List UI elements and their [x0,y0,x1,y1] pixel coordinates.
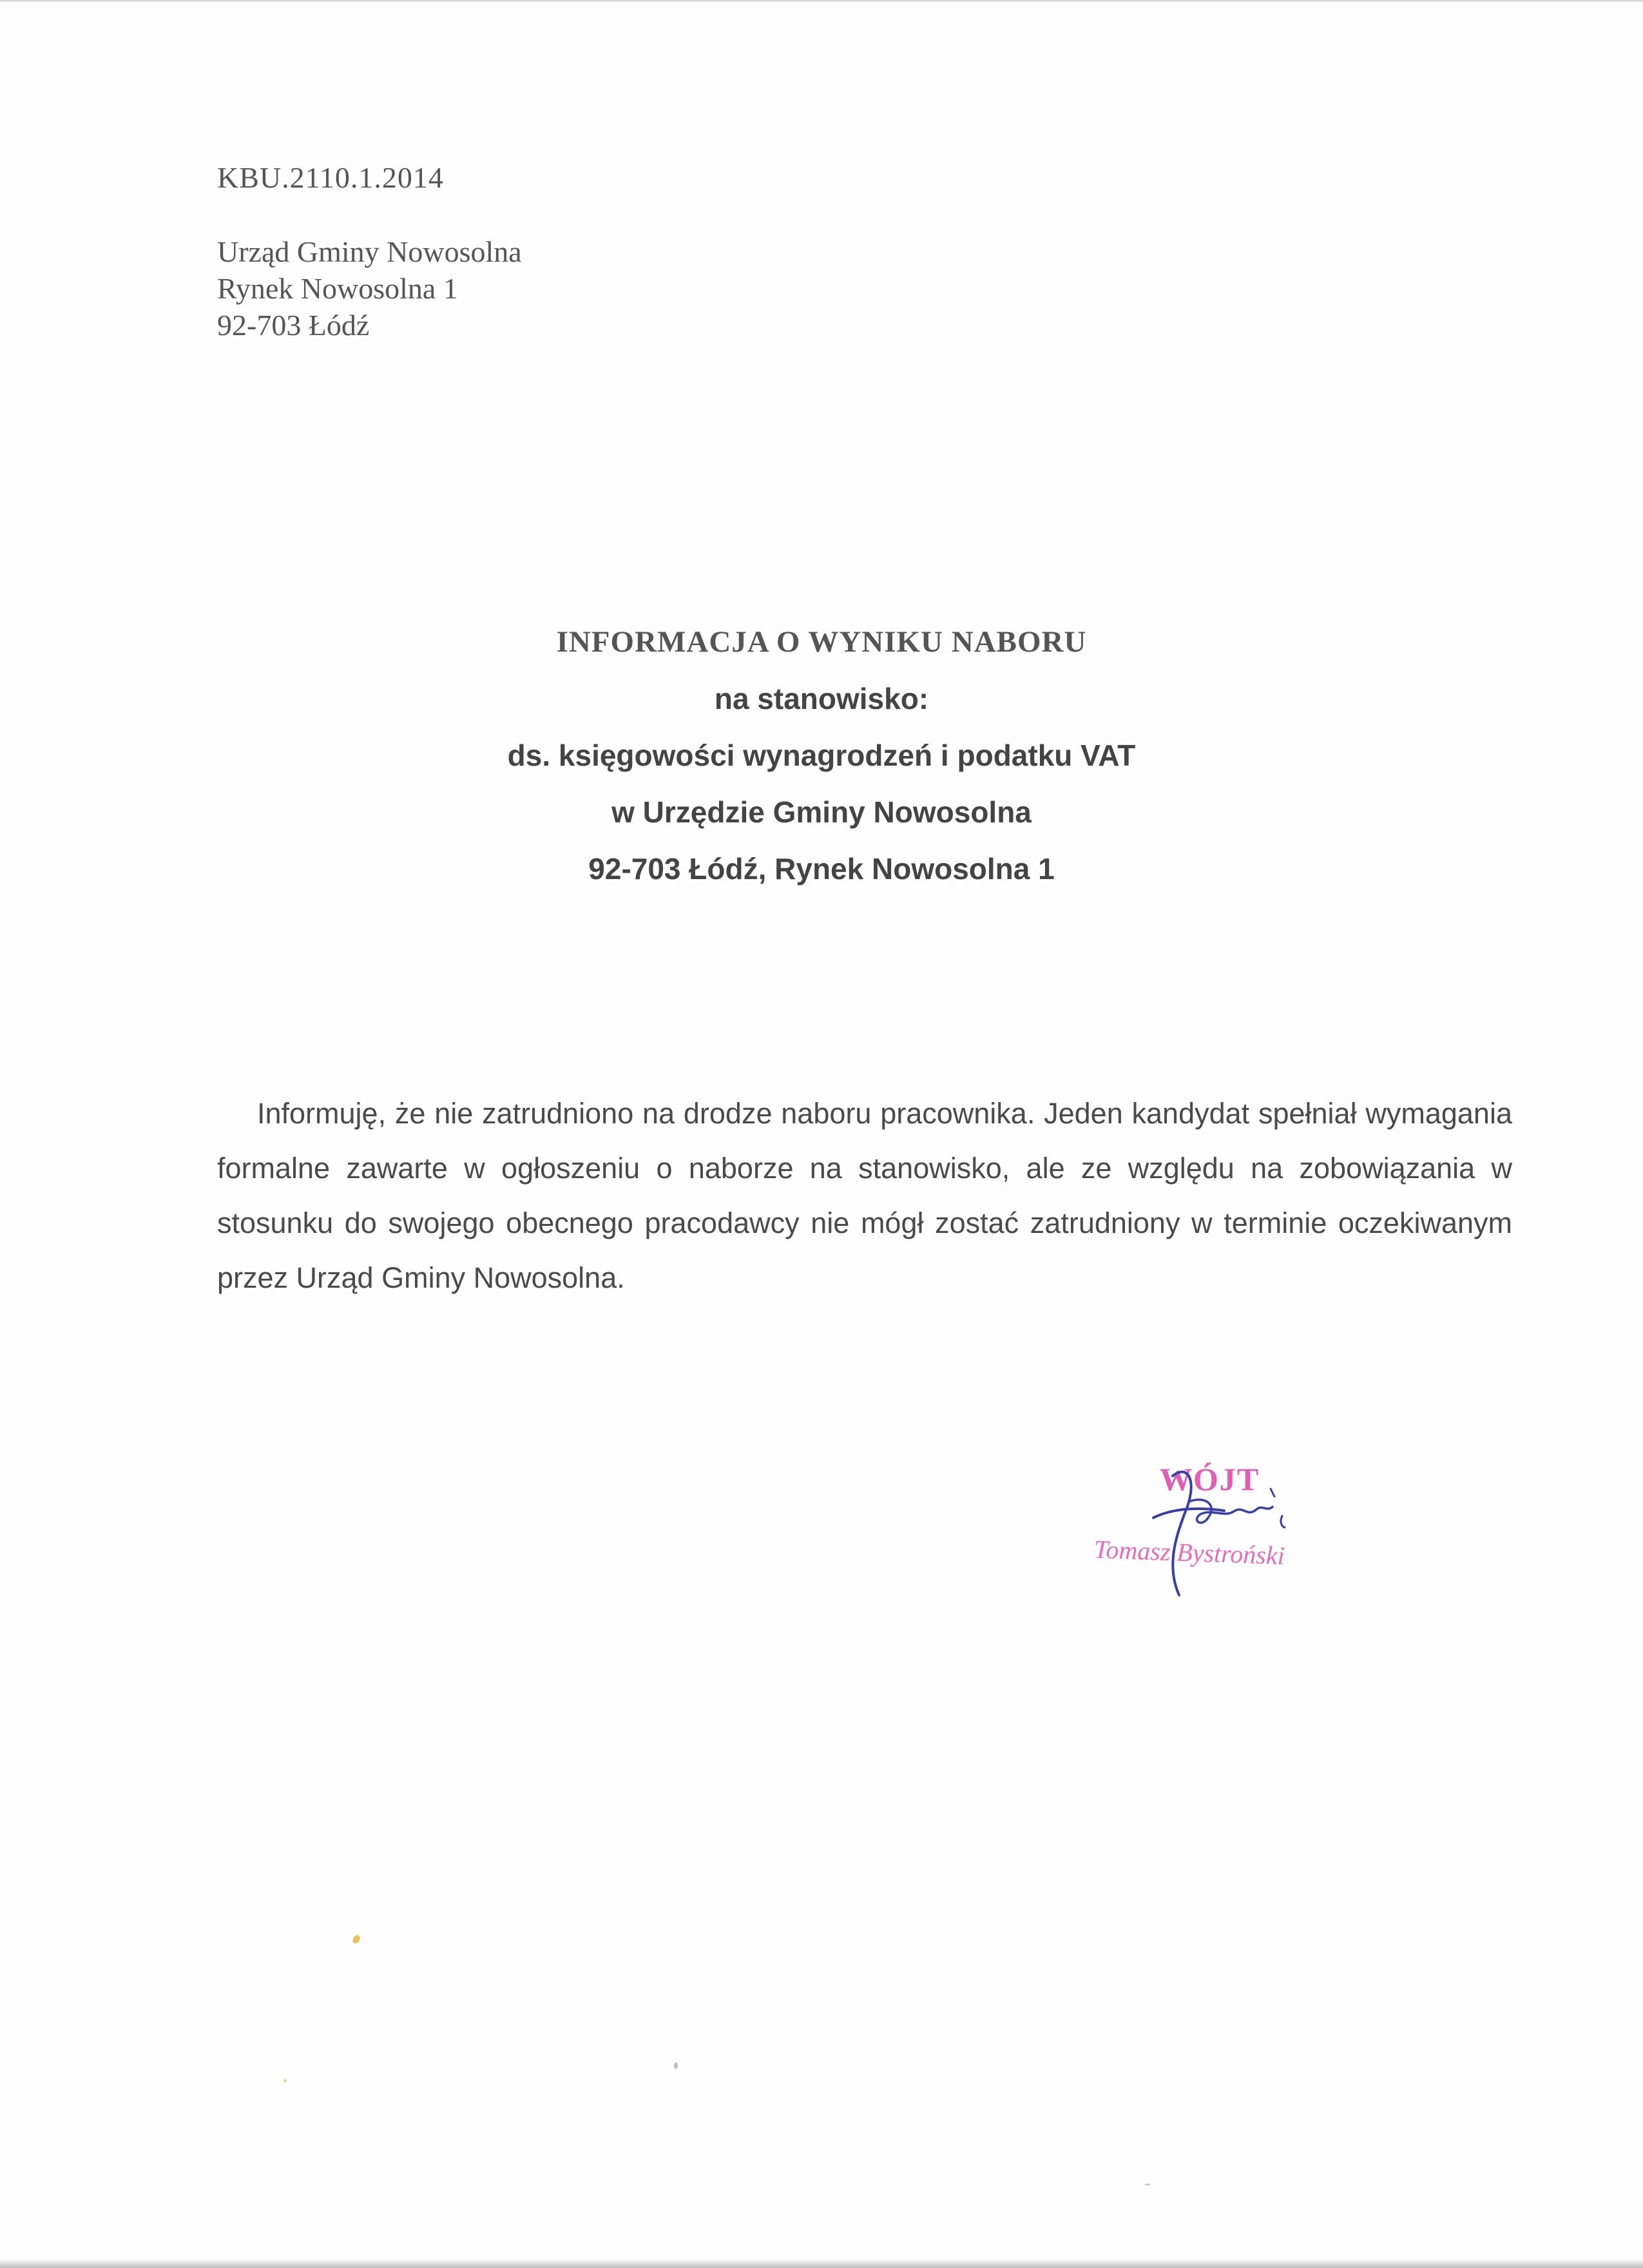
address-line-city: 92-703 Łódź [217,309,370,342]
address-line-office: Urząd Gminy Nowosolna [217,235,522,268]
scan-speck [1144,2184,1151,2186]
sender-address [217,233,522,344]
scan-speck [674,2062,678,2069]
official-stamp [1089,1457,1334,1598]
stamp-title: WÓJT [1160,1461,1260,1497]
scan-speck [351,1934,361,1944]
handwritten-signature [1128,1457,1295,1598]
heading-block [370,614,1273,897]
address-line-street: Rynek Nowosolna 1 [217,272,458,305]
heading-office: w Urzędzie Gminy Nowosolna [611,795,1032,829]
stamp-name: Tomasz Bystroński [1093,1535,1285,1571]
scan-edge-bottom [0,2259,1643,2268]
body-paragraph: Informuję, że nie zatrudniono na drodze naboru pracownika. Jeden kandydat spełniał wymagania formalne zawarte w ogłoszeniu o naborze na stanowisko, ale ze względu na zobowiązania w stosunku do swojego obecnego pracodawcy nie mógł zostać zatrudniony w terminie oczekiwanym przez Urząd Gminy Nowosolna. [217,1097,1512,1294]
heading-office-address: 92-703 Łódź, Rynek Nowosolna 1 [588,852,1055,886]
heading-position-label: na stanowisko: [714,682,929,715]
scan-edge-top [0,0,1643,3]
scan-speck [283,2079,287,2082]
heading-position-name: ds. księgowości wynagrodzeń i podatku VAT [507,739,1136,772]
reference-number: KBU.2110.1.2014 [217,161,444,194]
heading-title: INFORMACJA O WYNIKU NABORU [556,625,1087,659]
